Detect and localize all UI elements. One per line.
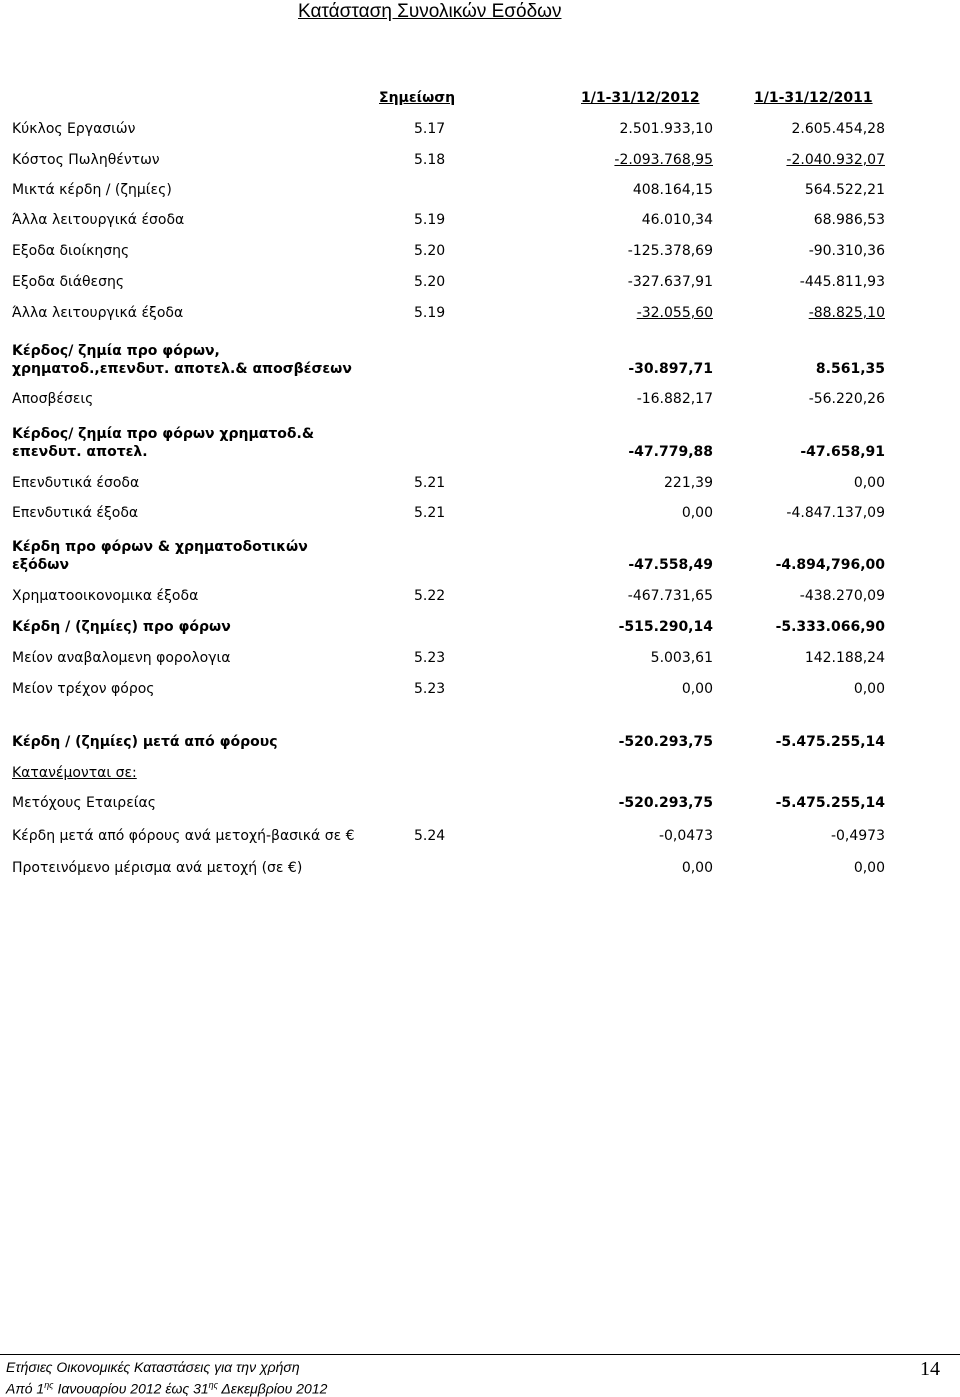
- row-label-line1: Κέρδος/ ζημία προ φόρων χρηματοδ.&: [12, 426, 315, 442]
- row-note: 5.23: [414, 681, 446, 697]
- allocation-heading: Κατανέμονται σε:: [12, 765, 137, 781]
- row-note: 5.23: [414, 650, 446, 666]
- row-value-2011: -5.475.255,14: [775, 734, 885, 750]
- period-2012-header: 1/1-31/12/2012: [581, 90, 700, 106]
- row-value-2011: -4.894,796,00: [775, 557, 885, 573]
- row-value-2012: -30.897,71: [628, 361, 713, 377]
- row-value-2012: 221,39: [664, 475, 713, 491]
- row-value-2011: -2.040.932,07: [786, 152, 885, 168]
- row-value-2012: -2.093.768,95: [614, 152, 713, 168]
- row-value-2011: 68.986,53: [813, 212, 885, 228]
- row-label-line1: Κέρδος/ ζημία προ φόρων,: [12, 343, 220, 359]
- row-value-2012: -47.779,88: [628, 444, 713, 460]
- row-value-2011: -47.658,91: [800, 444, 885, 460]
- row-label: Μετόχους Εταιρείας: [12, 795, 156, 811]
- row-value-2012: 2.501.933,10: [619, 121, 713, 137]
- row-value-2012: 0,00: [681, 681, 713, 697]
- row-note: 5.24: [414, 828, 446, 844]
- row-value-2012: -467.731,65: [627, 588, 713, 604]
- footer-line2: [6, 1377, 327, 1397]
- page-title: Κατάσταση Συνολικών Εσόδων: [298, 1, 562, 22]
- row-label-line1: Κέρδη προ φόρων & χρηματοδοτικών: [12, 539, 308, 555]
- row-label: Εξοδα διάθεσης: [12, 274, 125, 290]
- row-label: Εξοδα διοίκησης: [12, 243, 130, 259]
- row-label-line2: εξόδων: [12, 557, 70, 573]
- row-label: Κόστος Πωληθέντων: [12, 152, 160, 168]
- row-note: 5.21: [414, 475, 446, 491]
- row-note: 5.17: [414, 121, 446, 137]
- row-note: 5.19: [414, 212, 446, 228]
- row-label: Χρηματοοικονομικα έξοδα: [12, 588, 199, 604]
- row-note: 5.19: [414, 305, 446, 321]
- row-note: 5.22: [414, 588, 446, 604]
- row-value-2011: -88.825,10: [808, 305, 885, 321]
- period-2011-header: 1/1-31/12/2011: [754, 90, 873, 106]
- row-value-2011: 2.605.454,28: [791, 121, 885, 137]
- row-value-2011: -90.310,36: [808, 243, 885, 259]
- row-value-2011: -56.220,26: [808, 391, 885, 407]
- row-value-2011: -5.475.255,14: [775, 795, 885, 811]
- row-note: 5.18: [414, 152, 446, 168]
- row-label: Μικτά κέρδη / (ζημίες): [12, 182, 172, 198]
- row-label: Επενδυτικά έσοδα: [12, 475, 140, 491]
- row-value-2012: -327.637,91: [627, 274, 713, 290]
- row-label: Κύκλος Εργασιών: [12, 121, 136, 137]
- row-value-2011: -5.333.066,90: [775, 619, 885, 635]
- row-label: Κέρδη μετά από φόρους ανά μετοχή-βασικά σε €: [12, 828, 355, 844]
- footer-sup1: ης: [44, 1380, 54, 1390]
- row-value-2011: 0,00: [853, 475, 885, 491]
- row-value-2011: 0,00: [853, 860, 885, 876]
- row-value-2012: -515.290,14: [618, 619, 713, 635]
- row-value-2011: 564.522,21: [804, 182, 885, 198]
- row-value-2012: -32.055,60: [636, 305, 713, 321]
- row-note: 5.21: [414, 505, 446, 521]
- row-value-2012: 5.003,61: [650, 650, 713, 666]
- page-number: 14: [920, 1358, 940, 1380]
- note-column-header: Σημείωση: [379, 90, 456, 106]
- row-label: Άλλα λειτουργικά έσοδα: [12, 212, 185, 228]
- row-value-2011: -4.847.137,09: [786, 505, 885, 521]
- row-value-2012: -520.293,75: [618, 734, 713, 750]
- row-value-2012: -125.378,69: [627, 243, 713, 259]
- row-label: Άλλα λειτουργικά έξοδα: [12, 305, 184, 321]
- row-value-2011: -445.811,93: [799, 274, 885, 290]
- footer-line2-b: Ιανουαρίου 2012 έως 31: [53, 1380, 209, 1397]
- row-label: Κέρδη / (ζημίες) μετά από φόρους: [12, 734, 278, 750]
- row-value-2011: 142.188,24: [804, 650, 885, 666]
- row-value-2012: -0,0473: [658, 828, 713, 844]
- footer-line2-a: Από 1: [6, 1380, 45, 1397]
- row-value-2011: -0,4973: [830, 828, 885, 844]
- row-value-2012: 0,00: [681, 505, 713, 521]
- row-value-2012: 0,00: [681, 860, 713, 876]
- row-value-2012: 46.010,34: [641, 212, 713, 228]
- footer-line1: Ετήσιες Οικονομικές Καταστάσεις για την χρήση: [6, 1359, 300, 1375]
- footer-divider: [0, 1354, 960, 1355]
- row-note: 5.20: [414, 274, 446, 290]
- row-value-2012: 408.164,15: [632, 182, 713, 198]
- row-label: Κέρδη / (ζημίες) προ φόρων: [12, 619, 231, 635]
- row-note: 5.20: [414, 243, 446, 259]
- row-label: Μείον τρέχον φόρος: [12, 681, 155, 697]
- row-value-2012: -520.293,75: [618, 795, 713, 811]
- row-label-line2: επενδυτ. αποτελ.: [12, 444, 148, 460]
- footer-sup2: ης: [208, 1380, 219, 1390]
- row-label: Αποσβέσεις: [12, 391, 94, 407]
- footer-line2-c: Δεκεμβρίου 2012: [218, 1380, 328, 1397]
- row-value-2011: 0,00: [853, 681, 885, 697]
- row-value-2012: -16.882,17: [636, 391, 713, 407]
- row-value-2012: -47.558,49: [628, 557, 713, 573]
- row-label: Επενδυτικά έξοδα: [12, 505, 139, 521]
- row-label: Μείον αναβαλομενη φορολογια: [12, 650, 231, 666]
- row-label-line2: χρηματοδ.,επενδυτ. αποτελ.& αποσβέσεων: [12, 361, 352, 377]
- row-value-2011: 8.561,35: [815, 361, 885, 377]
- row-label: Προτεινόμενο μέρισμα ανά μετοχή (σε €): [12, 860, 303, 876]
- row-value-2011: -438.270,09: [799, 588, 885, 604]
